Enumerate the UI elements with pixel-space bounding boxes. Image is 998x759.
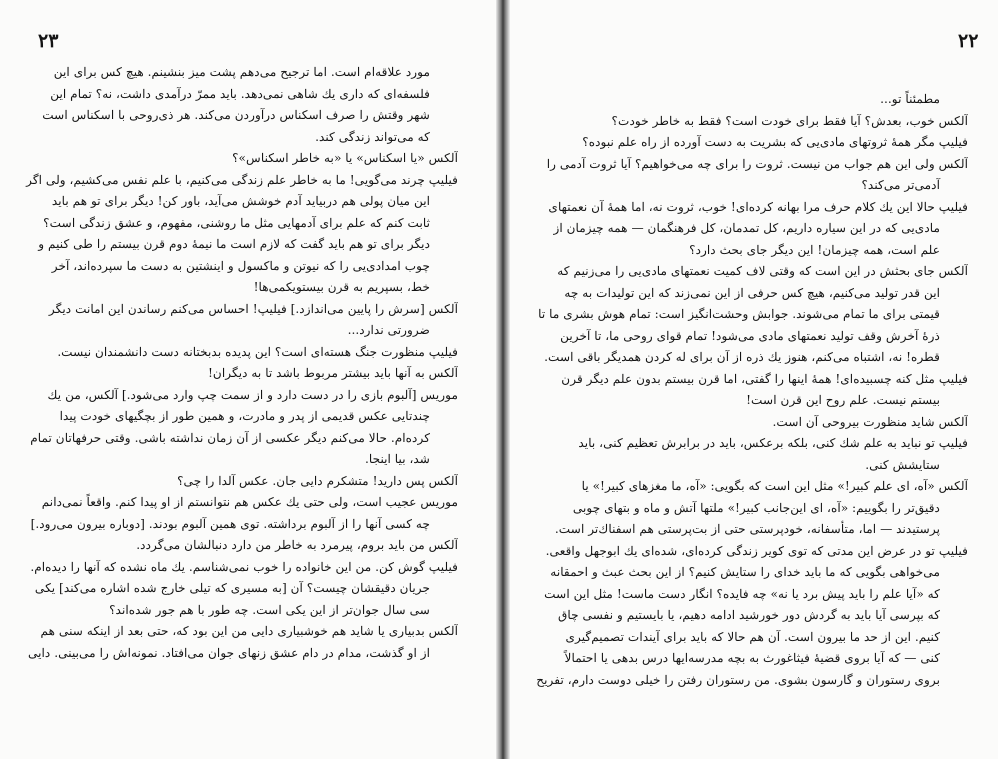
text-line: آلکس جای بحثش در این است که وقتی لاف کمیت نعمتهای مادی‌یی را می‌زنیم که xyxy=(557,264,968,278)
right-page xyxy=(510,0,998,759)
left-page xyxy=(0,0,496,759)
page-number-right: ۲۲ xyxy=(958,30,979,52)
text-line: مورد علاقه‌ام است. اما ترجیح می‌دهم پشت میز بنشینم. هیچ کس برای این xyxy=(53,65,430,79)
text-line: شد، بیا اینجا. xyxy=(365,452,430,466)
text-line: که می‌تواند زندگی کند. xyxy=(315,129,430,144)
text-line: سی سال جوان‌تر از این یکی است. چه طور با هم جور شده‌اند؟ xyxy=(109,602,430,617)
text-line: که «آیا علم را باید پیش برد یا نه» چه فایده؟ انگار دست ماست! مثل این است xyxy=(544,586,940,601)
text-line: کرده‌ام. حالا می‌کنم دیگر عکسی از آن زمان نداشته باشی. وقتی حرفهاتان تمام xyxy=(30,430,430,445)
text-line: موریس [آلبوم بازی را در دست دارد و از سمت چپ وارد می‌شود.] آلکس، من یك xyxy=(47,387,458,402)
text-line: کنیم. این از حد ما بیرون است. آن هم حالا که باید برای آیندات تصمیم‌گیری xyxy=(565,629,940,644)
text-line: فیلیپ تو نباید به علم شك کنی، بلکه برعکس، باید در برابرش تعظیم کنی، باید xyxy=(578,436,968,450)
text-line: فیلیپ مثل کنه چسبیده‌ای! همهٔ اینها را گفتی، اما قرن بیستم بدون علم دیگر قرن xyxy=(561,371,968,386)
right-page-text xyxy=(528,89,968,691)
text-line: جریان دقیقشان چیست؟ آن [به مسیری که تیلی خارج شده اشاره می‌کند] یکی xyxy=(34,581,430,595)
text-line: ذرهٔ آخرش وقف تولید نعمتهای مادی می‌شود! تمام قوای روحی ما، تا آخرین xyxy=(560,328,940,343)
text-line: آلکس به آنها باید بیشتر مربوط باشد تا به دیگران! xyxy=(208,366,458,380)
text-line: ثابت کنم که علم برای آدمهایی مثل ما روشنی، مفهوم، و عشق زندگی است؟ xyxy=(43,215,430,230)
text-line: آلکس پس دارید! متشکرم دایی جان. عکس آلدا را چی؟ xyxy=(177,473,458,488)
text-line: فیلیپ منظورت جنگ هسته‌ای است؟ این پدیده بدبختانه دست دانشمندان نیست. xyxy=(57,344,458,359)
text-line: چه کسی آنها را از آلبوم برداشته. توی همین آلبوم بودند. [دوباره بیرون می‌رود.] xyxy=(30,516,430,531)
text-line: فیلیپ مگر همهٔ ثروتهای مادی‌یی که بشریت به دست آورده از راه علم نبوده؟ xyxy=(582,135,968,149)
text-line: دقیق‌تر را بگوییم: «آه، ای این‌جانب کبیر!» ملتها آتش و ماه و بتهای چوبی xyxy=(572,500,940,515)
text-line: موریس عجیب است، ولی حتی یك عکس هم نتوانستم از او پیدا کنم. واقعاً نمی‌دانم xyxy=(41,495,458,509)
text-line: بیستم نیست. علم روح این قرن است! xyxy=(746,393,940,407)
text-line: آلکس [سرش را پایین می‌اندازد.] فیلیپ! احساس می‌کنم رساندن این امانت دیگر xyxy=(48,301,458,316)
text-line: خط، بسپریم به قرن بیستویکمی‌ها! xyxy=(253,280,430,294)
text-line: آلکس من باید بروم، پیرمرد به خاطر من دارد دنبالشان می‌گردد. xyxy=(136,538,458,552)
left-page-text xyxy=(22,62,458,664)
text-line: می‌خواهی بگویی که ما باید خدای را ستایش کنیم؟ از این بحث عبث و احمقانه xyxy=(550,565,940,579)
text-line: دیگر برای تو هم باید گفت که لازم است ما نیمهٔ دوم قرن بیستم را طی کنیم و xyxy=(38,237,430,251)
book-spine xyxy=(496,0,510,759)
text-line: پرستیدند — اما، متأسفانه، خودپرستی حتی از بت‌پرستی هم اسفناك‌تر است. xyxy=(554,522,940,536)
text-line: این میان پولی هم دربیاید آدم خوشش می‌آید، باور کن! دیگر برای تو هم باید xyxy=(51,194,430,208)
page-number-left: ۲۳ xyxy=(38,30,59,52)
text-line: علم است، همه چیزمان! این دیگر جای بحث دارد؟ xyxy=(689,242,940,257)
text-line: آلکس خوب، بعدش؟ آیا فقط برای خودت است؟ فقط به خاطر خودت؟ xyxy=(611,113,968,128)
text-line: فیلیپ تو در عرض این مدتی که توی کویر زندگی کرده‌ای، شده‌ای یك ابوجهل واقعی. xyxy=(545,543,968,558)
text-line: که بپرسی آیا باید به گردش دور خورشید ادامه دهیم، یا بایستیم و نفسی چاق xyxy=(557,608,940,622)
text-line: ضرورتی ندارد... xyxy=(347,323,430,337)
text-line: فیلیپ حالا این یك کلام حرف مرا بهانه کرده‌ای! خوب، ثروت نه، اما همهٔ آن نعمتهای xyxy=(548,199,968,214)
text-line: این قدر تولید می‌کنیم، هیچ کس حرفی از این نمی‌زند که این تولیدات به چه xyxy=(564,285,940,300)
text-line: شهر وقتش را صرف اسکناس درآوردن می‌کند. هر ذی‌روحی با اسکناس است xyxy=(42,108,430,122)
text-line: آلکس شاید منظورت بیروحی آن است. xyxy=(772,414,968,429)
text-line: ستایشش کنی. xyxy=(865,457,940,472)
text-line: آدمی‌تر می‌کند؟ xyxy=(861,178,940,192)
text-line: آلکس «یا اسکناس» یا «به خاطر اسکناس»؟ xyxy=(232,151,458,165)
text-line: آلکس «آه، ای علم کبیر!» مثل این است که بگویی: «آه، ما مغزهای کبیر!» یا xyxy=(581,479,968,493)
text-line: مادی‌یی که در این سیاره داریم، کل تمدمان، کل فرهنگمان — همه چیزمان از xyxy=(553,221,940,235)
text-line: فیلیپ چرند می‌گویی! ما به خاطر علم زندگی می‌کنیم، با علم نفس می‌کشیم، ولی اگر xyxy=(26,172,458,187)
text-line: قیمتی برای ما تمام می‌شوند. جوابش وحشت‌انگیز است: تمام هوش بشری ما تا xyxy=(538,307,940,321)
text-line: فلسفه‌ای که داری یك شاهی نمی‌دهد. باید ممرّ درآمدی داشت، نه؟ تمام این xyxy=(50,86,430,101)
text-line: بروی رستوران و گارسون بشوی. من رستوران رفتن را خیلی دوست دارم، تفریح xyxy=(536,672,940,687)
text-line: آلکس بدبیاری یا شاید هم خوشبیاری دایی من این بود که، حتی بعد از اینکه سنی هم xyxy=(40,624,458,638)
text-line: کنی — که آیا بروی قضیهٔ فیثاغورث به بچه مدرسه‌ایها درس بدهی یا احتمالاً xyxy=(564,651,940,665)
text-line: قطره! نه، اشتباه می‌کنم، هنوز یك ذره از آن برای له کردن همدیگر باقی است. xyxy=(544,350,940,364)
text-line: مطمئناً تو... xyxy=(880,92,940,106)
text-line: چوب امدادی‌یی را که نیوتن و ماکسول و اینشتین به دست ما سپرده‌اند، آخر xyxy=(51,258,430,273)
text-line: آلکس ولی این هم جواب من نیست. ثروت را برای چه می‌خواهیم؟ آیا ثروت آدمی را xyxy=(546,156,968,171)
text-line: چندتایی عکس قدیمی از پدر و مادرت، و همین طور از بچگیهای خودت پیدا xyxy=(59,409,430,423)
text-line: از او گذشت، مدام در دام عشق زنهای جوان می‌افتاد. نمونه‌اش را می‌بینی. دایی xyxy=(28,645,430,660)
text-line: فیلیپ گوش کن. من این خانواده را خوب نمی‌شناسم. یك ماه نشده که آنها را دیده‌ام. xyxy=(30,559,458,574)
